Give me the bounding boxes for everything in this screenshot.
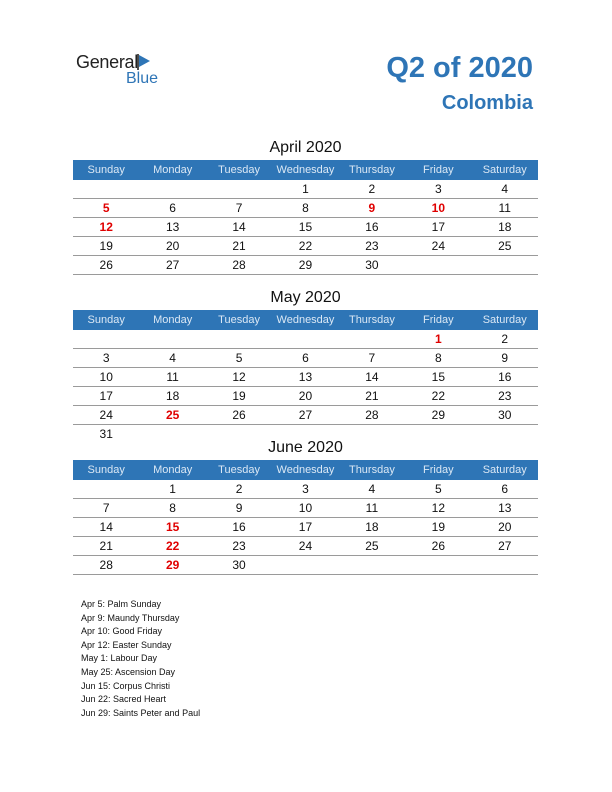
day-cell: 8 <box>302 201 309 215</box>
holiday-list <box>81 598 200 720</box>
empty-day-cell <box>472 256 538 274</box>
day-cell: 25 <box>365 539 379 553</box>
page-title: Q2 of 2020 <box>386 52 533 84</box>
day-cell: 13 <box>165 220 180 234</box>
day-cell: 3 <box>302 482 309 496</box>
month-title: April 2020 <box>269 139 342 156</box>
holiday-item: Jun 29: Saints Peter and Paul <box>81 707 201 718</box>
empty-day-cell <box>73 480 139 498</box>
day-cell: 18 <box>498 220 512 234</box>
empty-day-cell <box>272 330 338 348</box>
day-cell: 20 <box>498 520 512 534</box>
day-cell: 9 <box>368 201 376 215</box>
weekday-label: Saturday <box>482 164 527 176</box>
holiday-item: Jun 22: Sacred Heart <box>81 694 167 705</box>
day-cell: 10 <box>298 501 313 515</box>
day-cell: 5 <box>102 201 110 215</box>
day-cell: 11 <box>365 501 379 515</box>
week-row <box>73 387 538 406</box>
day-cell: 1 <box>434 332 442 346</box>
day-cell: 15 <box>431 370 445 384</box>
week-row <box>73 499 538 518</box>
day-cell: 8 <box>434 351 442 365</box>
empty-day-cell <box>206 180 272 198</box>
day-cell: 2 <box>235 482 243 496</box>
day-cell: 5 <box>235 351 243 365</box>
day-cell: 7 <box>235 201 243 215</box>
weekday-label: Sunday <box>87 464 125 476</box>
empty-day-cell <box>206 330 272 348</box>
day-cell: 12 <box>232 370 246 384</box>
day-cell: 6 <box>501 482 509 496</box>
day-cell: 4 <box>501 182 509 196</box>
logo-blue-text: Blue <box>126 70 159 87</box>
logo <box>76 52 176 88</box>
day-cell: 27 <box>298 408 313 422</box>
day-cell: 31 <box>99 427 113 441</box>
empty-day-cell <box>339 330 405 348</box>
week-row <box>73 368 538 387</box>
empty-day-cell <box>139 180 205 198</box>
day-cell: 15 <box>165 520 180 534</box>
day-cell: 10 <box>431 201 445 215</box>
day-cell: 22 <box>431 389 445 403</box>
empty-day-cell <box>272 556 338 574</box>
day-cell: 17 <box>431 220 445 234</box>
weekday-label: Friday <box>423 464 454 476</box>
day-cell: 14 <box>99 520 113 534</box>
day-cell: 23 <box>365 239 379 253</box>
weekday-header <box>73 310 538 330</box>
day-cell: 1 <box>169 482 176 496</box>
day-cell: 11 <box>166 370 179 384</box>
day-cell: 8 <box>169 501 176 515</box>
month-calendar-june <box>73 438 538 575</box>
month-title: May 2020 <box>270 289 341 306</box>
week-row <box>73 480 538 499</box>
day-cell: 22 <box>298 239 313 253</box>
day-cell: 20 <box>298 389 313 403</box>
empty-day-cell <box>339 556 405 574</box>
week-row <box>73 180 538 199</box>
day-cell: 29 <box>431 408 445 422</box>
weekday-label: Thursday <box>348 164 395 176</box>
weekday-label: Wednesday <box>276 164 335 176</box>
week-row <box>73 218 538 237</box>
week-row <box>73 330 538 349</box>
week-row <box>73 518 538 537</box>
day-cell: 11 <box>498 201 511 215</box>
day-cell: 12 <box>431 501 445 515</box>
day-cell: 25 <box>165 408 180 422</box>
day-cell: 2 <box>501 332 509 346</box>
weekday-label: Monday <box>153 164 193 176</box>
day-cell: 19 <box>431 520 445 534</box>
day-cell: 4 <box>368 482 376 496</box>
day-cell: 24 <box>431 239 445 253</box>
week-row <box>73 556 538 575</box>
day-cell: 14 <box>232 220 246 234</box>
holiday-item: Apr 5: Palm Sunday <box>81 599 162 609</box>
day-cell: 26 <box>232 408 246 422</box>
month-calendar-may <box>73 288 538 443</box>
day-cell: 16 <box>232 520 246 534</box>
day-cell: 4 <box>169 351 176 365</box>
day-cell: 23 <box>498 389 512 403</box>
empty-day-cell <box>405 256 471 274</box>
day-cell: 28 <box>99 558 113 572</box>
day-cell: 9 <box>235 501 243 515</box>
weekday-label: Wednesday <box>276 314 335 326</box>
weekday-label: Thursday <box>348 464 395 476</box>
day-cell: 28 <box>365 408 379 422</box>
logo-flag-icon <box>137 54 151 70</box>
weekday-header <box>73 160 538 180</box>
day-cell: 17 <box>99 389 113 403</box>
holiday-item: Apr 9: Maundy Thursday <box>81 612 180 623</box>
week-row <box>73 349 538 368</box>
empty-day-cell <box>139 330 205 348</box>
day-cell: 3 <box>434 182 442 196</box>
day-cell: 19 <box>99 239 113 253</box>
day-cell: 21 <box>99 539 113 553</box>
empty-day-cell <box>73 180 139 198</box>
day-cell: 27 <box>165 258 180 272</box>
day-cell: 14 <box>365 370 379 384</box>
month-title: June 2020 <box>268 439 343 456</box>
empty-day-cell <box>472 556 538 574</box>
holiday-item: May 1: Labour Day <box>81 653 158 664</box>
week-row <box>73 199 538 218</box>
day-cell: 28 <box>232 258 246 272</box>
day-cell: 29 <box>165 558 180 572</box>
day-cell: 12 <box>99 220 113 234</box>
day-cell: 7 <box>368 351 376 365</box>
weekday-label: Friday <box>423 164 454 176</box>
day-cell: 13 <box>498 501 512 515</box>
day-cell: 18 <box>365 520 379 534</box>
week-row <box>73 537 538 556</box>
day-cell: 2 <box>368 182 376 196</box>
week-row <box>73 406 538 425</box>
weekday-label: Tuesday <box>218 164 260 176</box>
day-cell: 6 <box>302 351 309 365</box>
logo-general-text: General <box>76 52 138 72</box>
day-cell: 16 <box>365 220 379 234</box>
week-row <box>73 237 538 256</box>
weekday-label: Tuesday <box>218 314 260 326</box>
holiday-item: May 25: Ascension Day <box>81 666 176 677</box>
day-cell: 19 <box>232 389 246 403</box>
weekday-label: Thursday <box>348 314 395 326</box>
weekday-label: Friday <box>423 314 454 326</box>
day-cell: 1 <box>302 182 309 196</box>
day-cell: 30 <box>232 558 246 572</box>
holiday-item: Apr 10: Good Friday <box>81 626 163 637</box>
holiday-item: Apr 12: Easter Sunday <box>81 639 172 650</box>
country-name: Colombia <box>441 92 533 114</box>
day-cell: 25 <box>498 239 512 253</box>
day-cell: 20 <box>165 239 180 253</box>
weekday-label: Wednesday <box>276 464 335 476</box>
day-cell: 21 <box>365 389 379 403</box>
day-cell: 10 <box>99 370 113 384</box>
day-cell: 6 <box>169 201 176 215</box>
day-cell: 29 <box>298 258 313 272</box>
day-cell: 16 <box>498 370 512 384</box>
day-cell: 17 <box>298 520 313 534</box>
day-cell: 24 <box>99 408 113 422</box>
day-cell: 26 <box>99 258 113 272</box>
day-cell: 21 <box>232 239 246 253</box>
weekday-label: Sunday <box>87 314 125 326</box>
weekday-label: Monday <box>153 314 193 326</box>
holiday-item: Jun 15: Corpus Christi <box>81 680 171 691</box>
day-cell: 7 <box>102 501 110 515</box>
empty-day-cell <box>405 556 471 574</box>
weekday-label: Sunday <box>87 164 125 176</box>
day-cell: 30 <box>498 408 512 422</box>
day-cell: 30 <box>365 258 379 272</box>
day-cell: 15 <box>298 220 313 234</box>
day-cell: 27 <box>498 539 512 553</box>
weekday-label: Saturday <box>482 464 527 476</box>
day-cell: 24 <box>298 539 313 553</box>
month-calendar-april <box>73 138 538 275</box>
day-cell: 9 <box>501 351 509 365</box>
weekday-label: Monday <box>153 464 193 476</box>
day-cell: 3 <box>102 351 110 365</box>
day-cell: 23 <box>232 539 246 553</box>
weekday-header <box>73 460 538 480</box>
weekday-label: Saturday <box>482 314 527 326</box>
empty-day-cell <box>73 330 139 348</box>
day-cell: 5 <box>434 482 442 496</box>
day-cell: 26 <box>431 539 445 553</box>
day-cell: 22 <box>165 539 180 553</box>
day-cell: 13 <box>298 370 313 384</box>
day-cell: 18 <box>165 389 180 403</box>
weekday-label: Tuesday <box>218 464 260 476</box>
week-row <box>73 256 538 275</box>
